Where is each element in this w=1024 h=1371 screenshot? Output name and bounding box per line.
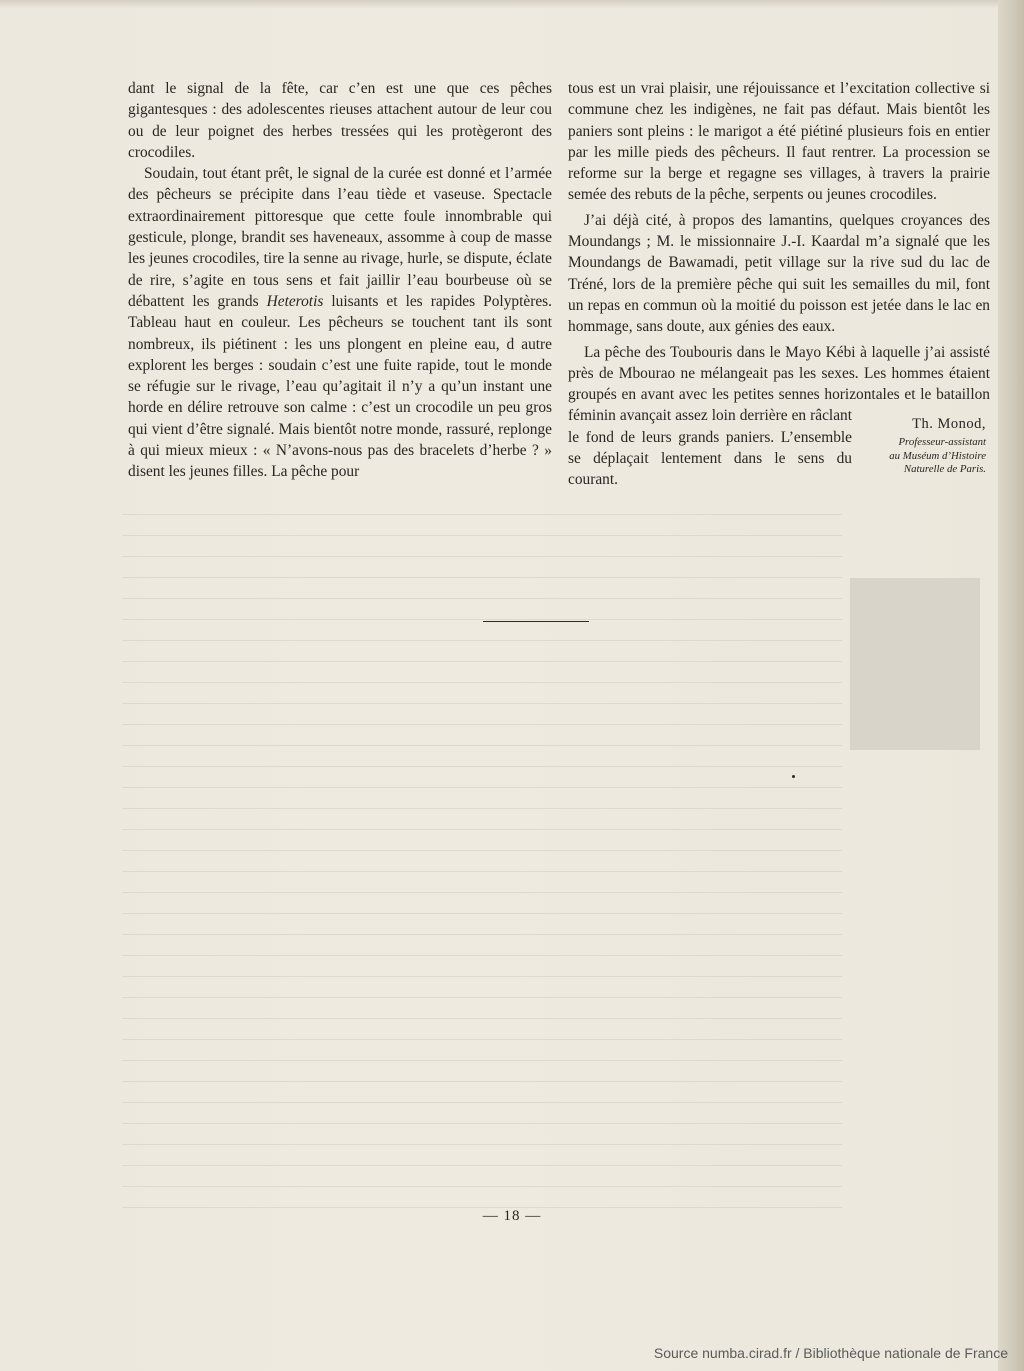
paragraph: J’ai déjà cité, à propos des lamantins, quelques croyances des Moundangs ; M. le missionnaire J.-I. Kaardal m’a signalé que les Moundangs de Bawamadi, petit village sur la rive sud du lac de Tréné, lors de la première pêche qui suit les semailles du mil, font un repas en commun où la moitié du poisson est jetée dans le lac en hommage, sans doute, aux génies des eaux. <box>568 211 990 336</box>
page-right-edge <box>998 0 1024 1371</box>
species-name: Heterotis <box>266 292 324 310</box>
article-left-column <box>128 78 552 483</box>
show-through-figure <box>850 578 980 750</box>
ink-spot <box>792 775 795 778</box>
author-signature <box>854 416 986 477</box>
author-name: Th. Monod, <box>912 416 986 432</box>
paragraph-text: Soudain, tout étant prêt, le signal de la curée est donné et l’armée des pêcheurs se précipite dans l’eau tiède et vaseuse. Spectacle extraordinairement pittoresque que cette foule innombrable qui gesticule, plonge, brandit ses haveneaux, assomme à coup de masse les jeunes crocodiles, tire la senne au rivage, hurle, se dispute, éclate de rire, s’agite en tous sens et fait jaillir l’eau bourbeuse où se débattent les grands <box>128 165 552 310</box>
paragraph: dant le signal de la fête, car c’en est une que ces pêches gigantesques : des adolescentes rieuses attachent autour de leur cou ou de leur poignet des herbes tressées qui les protègeront des crocodiles. <box>128 80 552 161</box>
show-through-text <box>122 500 842 1220</box>
page-top-shadow <box>0 0 1024 8</box>
author-title-line: Professeur-assistant <box>898 436 986 448</box>
paragraph: tous est un vrai plaisir, une réjouissance et l’excitation collective si commune chez les indigènes, ne fait pas défaut. Mais bientôt les paniers sont pleins : le marigot a été piétiné plusieurs fois en entier par les mille pieds des pêcheurs. Il faut rentrer. La procession se reforme sur la berge et regagne ses villages, à travers la prairie semée des rebuts de la pêche, serpents ou jeunes crocodiles. <box>568 80 990 204</box>
author-title-line: Naturelle de Paris. <box>903 463 986 475</box>
page-number: — 18 — <box>482 1208 542 1224</box>
paragraph: La pêche des Toubouris dans le Mayo Kébi à laquelle j’ai assisté près de Mbourao ne mélangeait pas les sexes. Les hommes étaient groupés en avant avec les petites sennes horizontales et le bataillon féminin avançait assez loin derrière en râclant le fond de leurs grands paniers. L’ensemble se déplaçait lentement dans le sens du courant. <box>568 343 990 489</box>
paragraph-text: luisants et les rapides Polyptères. Tableau haut en couleur. Les pêcheurs se touchent tant ils sont nombreux, ils piétinent : les uns plongent en pleine eau, d autre explorent les berges : soudain c’est une fuite rapide, tout le monde se réfugie sur le rivage, l’eau qu’agitait il n’y a qu’un instant une horde en délire retrouve son calme : c’est un crocodile un peu gros qui vient d’être signalé. Mais bientôt notre monde, rassuré, replonge à qui mieux mieux : « N’avons-nous pas des bracelets d’herbe ? » disent les jeunes filles. La pêche pour <box>128 292 552 481</box>
paragraph <box>128 163 552 482</box>
author-title-line: au Muséum d’Histoire <box>889 449 986 462</box>
section-separator <box>483 621 589 622</box>
source-credit: Source numba.cirad.fr / Bibliothèque nationale de France <box>653 1345 1008 1361</box>
